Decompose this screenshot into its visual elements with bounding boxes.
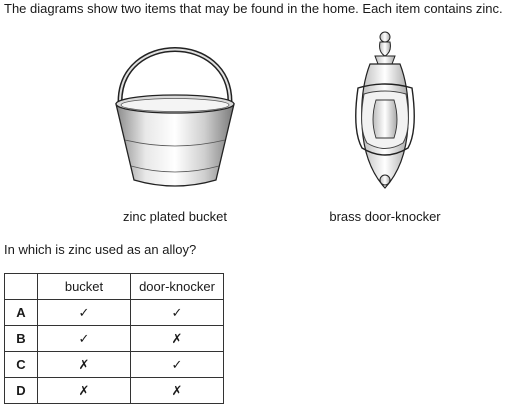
door-knocker-mark: ✓ <box>131 352 224 378</box>
bucket-mark: ✗ <box>38 352 131 378</box>
answer-row-d[interactable] <box>5 378 224 404</box>
table-corner-cell <box>5 274 38 300</box>
option-letter: A <box>5 300 38 326</box>
bucket-mark: ✗ <box>38 378 131 404</box>
bucket-mark: ✓ <box>38 326 131 352</box>
door-knocker-mark: ✗ <box>131 378 224 404</box>
answer-row-b[interactable] <box>5 326 224 352</box>
bucket-caption: zinc plated bucket <box>122 209 228 224</box>
column-header-door-knocker: door-knocker <box>131 274 224 300</box>
door-knocker-caption: brass door-knocker <box>329 209 441 224</box>
bucket-mark: ✓ <box>38 300 131 326</box>
option-letter: D <box>5 378 38 404</box>
answer-table <box>4 273 224 404</box>
door-knocker-mark: ✗ <box>131 326 224 352</box>
bucket-illustration <box>110 40 240 190</box>
door-knocker-mark: ✓ <box>131 300 224 326</box>
answer-row-a[interactable] <box>5 300 224 326</box>
question-text: In which is zinc used as an alloy? <box>4 242 197 257</box>
table-header-row <box>5 274 224 300</box>
door-knocker-illustration <box>340 30 430 195</box>
option-letter: C <box>5 352 38 378</box>
option-letter: B <box>5 326 38 352</box>
intro-text: The diagrams show two items that may be found in the home. Each item contains zinc. <box>4 1 503 16</box>
answer-row-c[interactable] <box>5 352 224 378</box>
column-header-bucket: bucket <box>38 274 131 300</box>
